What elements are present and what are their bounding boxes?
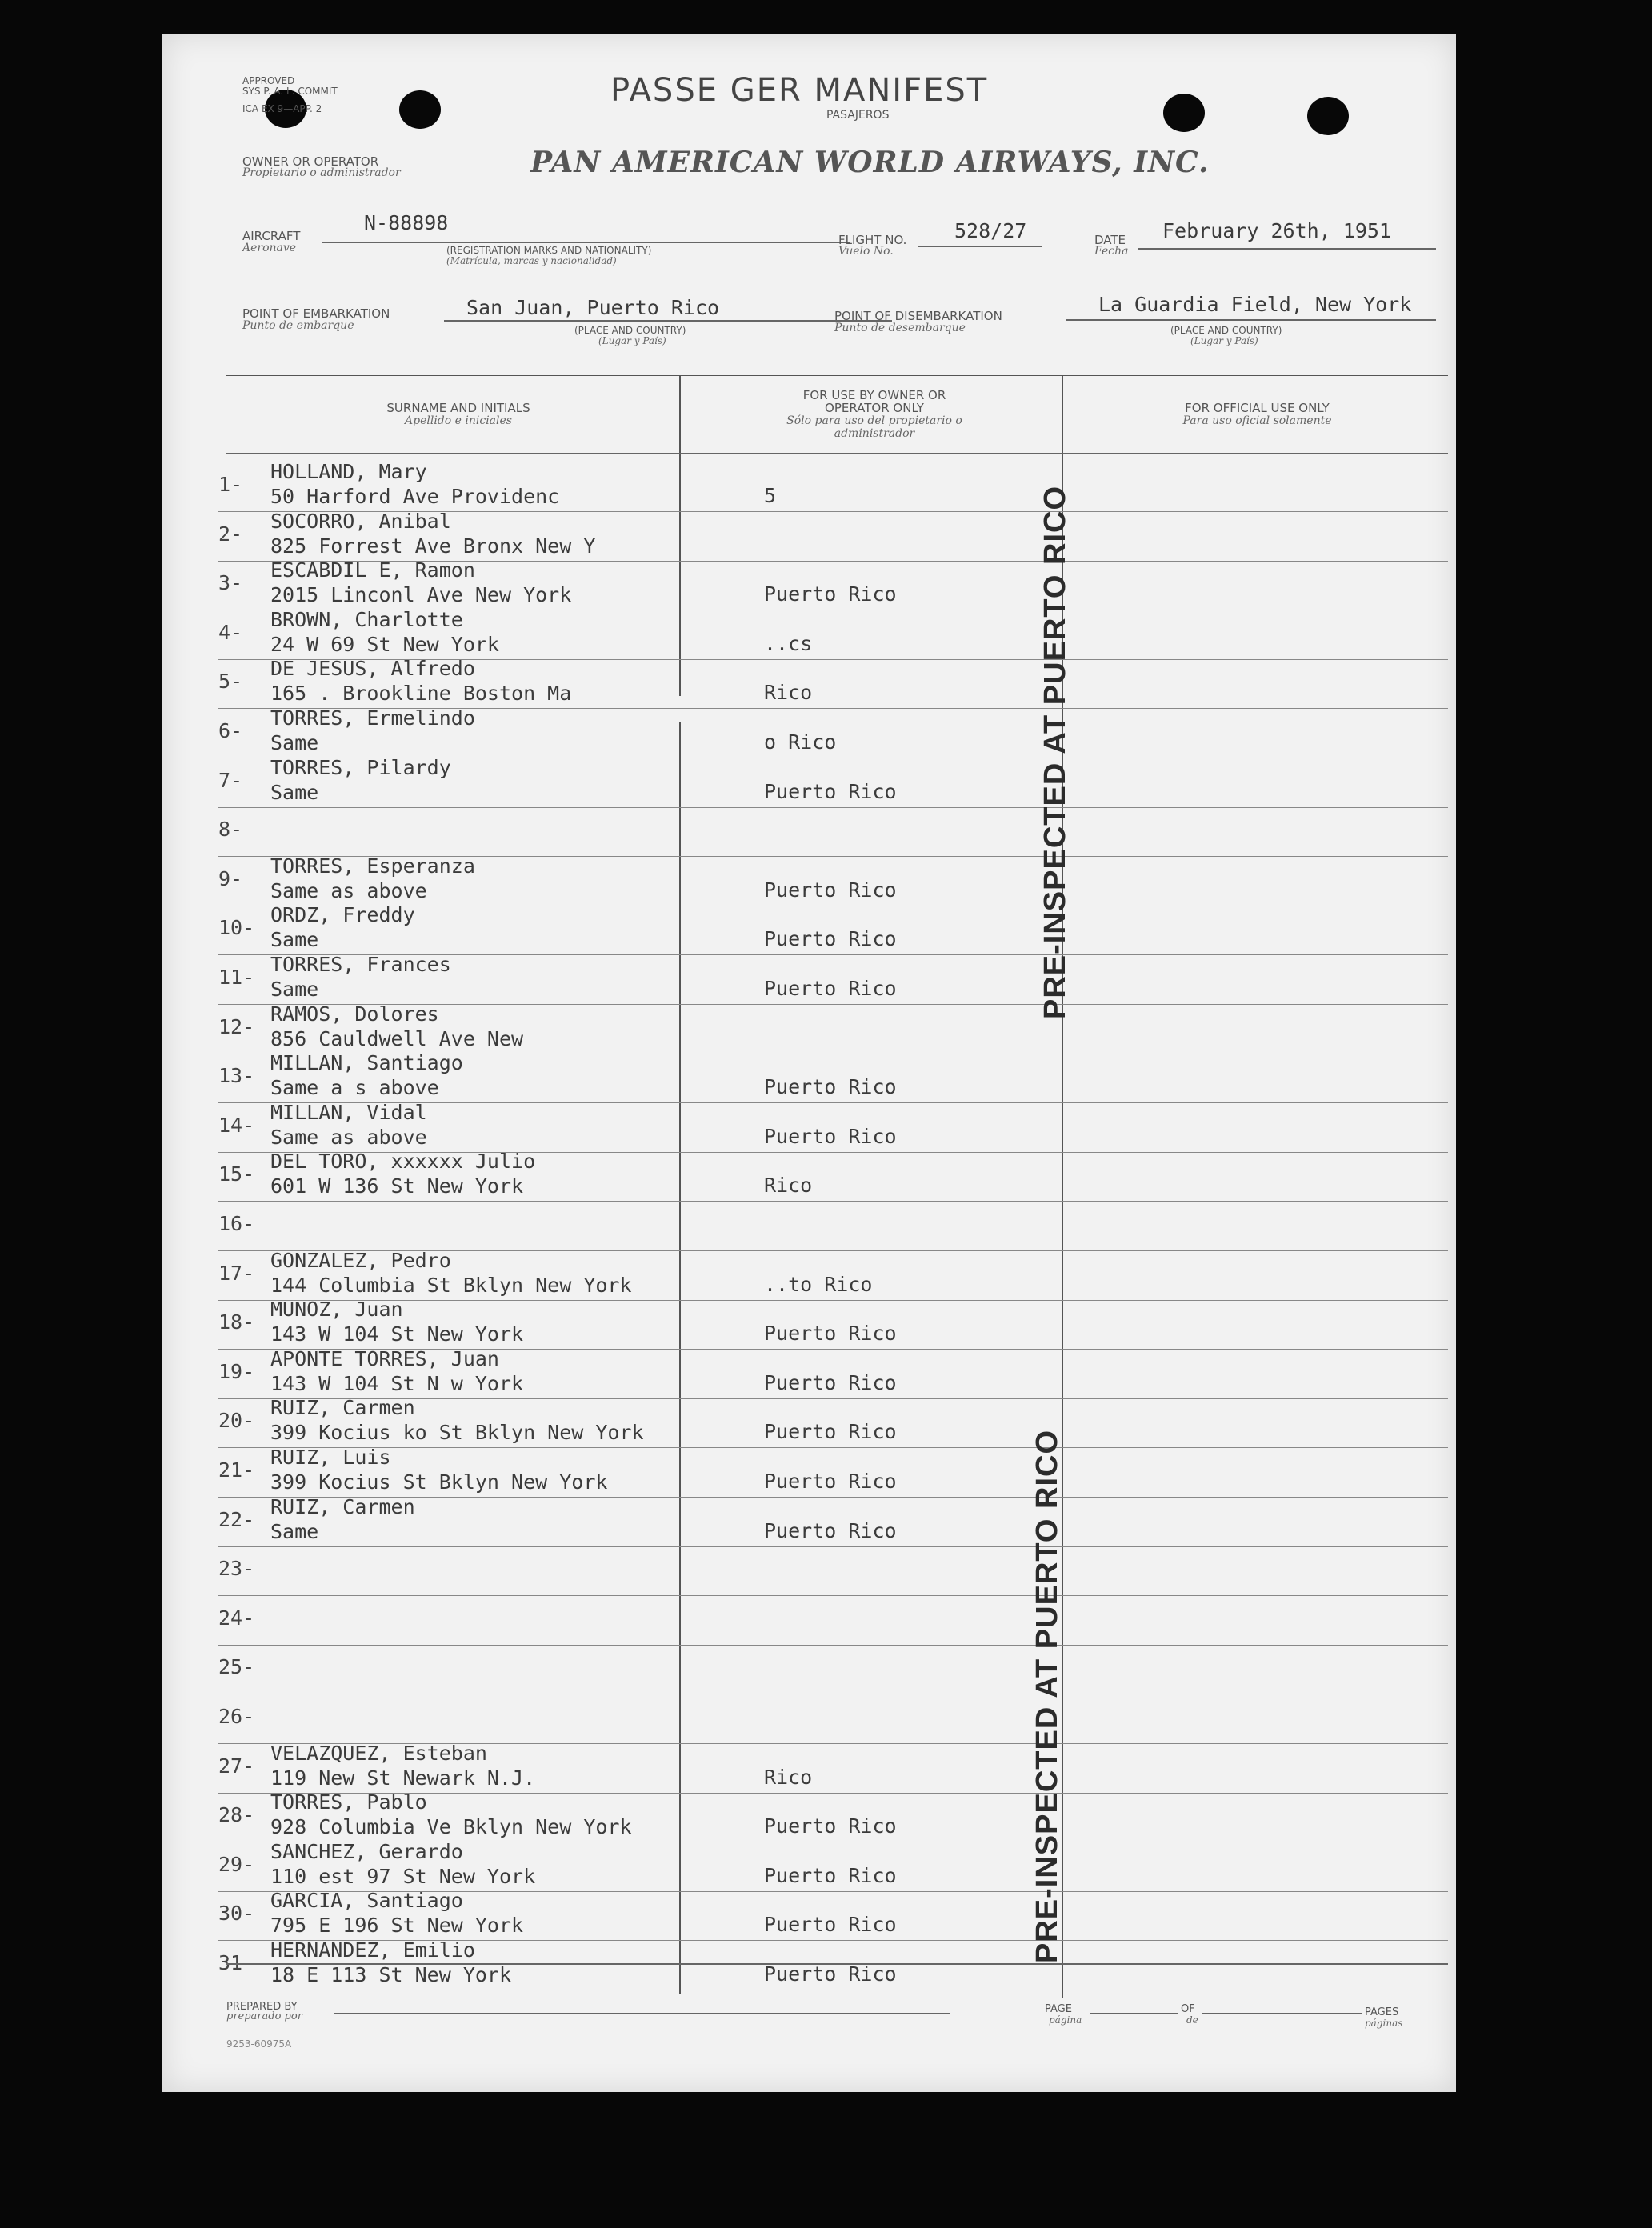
passenger-name: DE JESUS, Alfredo bbox=[270, 657, 475, 680]
date-label: DATE bbox=[1094, 233, 1126, 247]
passenger-name: RUIZ, Carmen bbox=[270, 1396, 415, 1419]
table-row bbox=[162, 903, 1456, 956]
table-row bbox=[162, 756, 1456, 809]
owner-label-es: Propietario o administrador bbox=[242, 166, 401, 179]
table-row bbox=[162, 1298, 1456, 1350]
passenger-address: Same a s above bbox=[270, 1076, 439, 1099]
table-row bbox=[162, 1249, 1456, 1302]
row-number: 25- bbox=[218, 1655, 255, 1678]
row-number: 2- bbox=[218, 522, 243, 546]
form-number: 9253-60975A bbox=[226, 2038, 292, 2050]
pages-label-es: páginas bbox=[1365, 2018, 1403, 2029]
row-number: 31- bbox=[218, 1951, 255, 1974]
header-bottom-rule bbox=[226, 453, 1448, 454]
operator-note: Puerto Rico bbox=[764, 1864, 897, 1887]
table-row bbox=[162, 1396, 1456, 1449]
passenger-name: HERNANDEZ, Emilio bbox=[270, 1938, 475, 1962]
passenger-address: 928 Columbia Ve Bklyn New York bbox=[270, 1815, 632, 1838]
row-number: 3- bbox=[218, 571, 243, 594]
operator-note: Puerto Rico bbox=[764, 1962, 897, 1986]
passenger-address: Same bbox=[270, 928, 319, 951]
passenger-address: 165 . Brookline Boston Ma bbox=[270, 682, 572, 705]
table-row bbox=[162, 953, 1456, 1006]
table-row bbox=[162, 1938, 1456, 1991]
row-number: 6- bbox=[218, 719, 243, 742]
flight-line bbox=[918, 246, 1042, 247]
row-number: 21- bbox=[218, 1458, 255, 1482]
passenger-address: 143 W 104 St New York bbox=[270, 1322, 524, 1346]
table-row bbox=[162, 1002, 1456, 1055]
passenger-name: GARCIA, Santiago bbox=[270, 1889, 463, 1912]
passenger-name: TORRES, Frances bbox=[270, 953, 451, 976]
passenger-name: GONZALEZ, Pedro bbox=[270, 1249, 451, 1272]
passenger-address: 399 Kocius St Bklyn New York bbox=[270, 1470, 608, 1494]
row-number: 9- bbox=[218, 867, 243, 890]
date-label-es: Fecha bbox=[1094, 245, 1129, 258]
passenger-address: 856 Cauldwell Ave New bbox=[270, 1027, 524, 1050]
passenger-name: RUIZ, Carmen bbox=[270, 1495, 415, 1518]
table-row bbox=[162, 706, 1456, 759]
row-number: 20- bbox=[218, 1409, 255, 1432]
operator-note: Puerto Rico bbox=[764, 1470, 897, 1493]
passenger-name: VELAZQUEZ, Esteban bbox=[270, 1742, 487, 1765]
row-number: 4- bbox=[218, 621, 243, 644]
row-number: 13- bbox=[218, 1064, 255, 1087]
disembarkation-value: La Guardia Field, New York bbox=[1098, 293, 1412, 316]
table-bottom-rule bbox=[226, 1963, 1448, 1965]
of-line bbox=[1202, 2013, 1362, 2014]
page-label-es: página bbox=[1049, 2014, 1082, 2026]
operator-note: Puerto Rico bbox=[764, 1814, 897, 1838]
operator-note: Puerto Rico bbox=[764, 1125, 897, 1148]
operator-note: o Rico bbox=[764, 730, 837, 754]
operator-note: Puerto Rico bbox=[764, 1371, 897, 1394]
aircraft-label-es: Aeronave bbox=[242, 242, 297, 254]
operator-note: 5 bbox=[764, 484, 777, 507]
passenger-name: DEL TORO, xxxxxx Julio bbox=[270, 1150, 536, 1173]
operator-note: Puerto Rico bbox=[764, 1322, 897, 1345]
inspection-stamp: PRE-INSPECTED AT PUERTO RICO bbox=[1030, 1429, 1064, 1963]
passenger-name: ESCABDIL E, Ramon bbox=[270, 558, 475, 582]
table-row bbox=[162, 1597, 1456, 1646]
passenger-name: SOCORRO, Anibal bbox=[270, 510, 451, 533]
passenger-address: 119 New St Newark N.J. bbox=[270, 1766, 536, 1790]
column-header-official: FOR OFFICIAL USE ONLY Para uso oficial solamente bbox=[1182, 401, 1332, 427]
registration-label-es: (Matrícula, marcas y nacionalidad) bbox=[446, 255, 617, 266]
table-top-rule bbox=[226, 374, 1448, 376]
table-row bbox=[162, 808, 1456, 858]
passenger-address: Same bbox=[270, 978, 319, 1001]
approved-line2: SYS P. A. L. COMMIT bbox=[242, 86, 338, 97]
operator-note: Rico bbox=[764, 681, 813, 704]
disembarkation-line bbox=[1066, 319, 1436, 321]
table-row bbox=[162, 1202, 1456, 1252]
table-row bbox=[162, 1840, 1456, 1893]
passenger-name: MILLAN, Santiago bbox=[270, 1051, 463, 1074]
row-number: 11- bbox=[218, 966, 255, 989]
operator-note: Puerto Rico bbox=[764, 927, 897, 950]
row-rule bbox=[218, 1201, 1448, 1202]
registration-label: (REGISTRATION MARKS AND NATIONALITY) bbox=[446, 245, 652, 256]
operator-note: Puerto Rico bbox=[764, 780, 897, 803]
passenger-address: 143 W 104 St N w York bbox=[270, 1372, 524, 1395]
passenger-address: 601 W 136 St New York bbox=[270, 1174, 524, 1198]
operator-note: Puerto Rico bbox=[764, 977, 897, 1000]
table-row bbox=[162, 1742, 1456, 1794]
passenger-name: TORRES, Pilardy bbox=[270, 756, 451, 779]
row-number: 7- bbox=[218, 769, 243, 792]
table-row bbox=[162, 1101, 1456, 1154]
row-number: 10- bbox=[218, 916, 255, 939]
operator-note: Puerto Rico bbox=[764, 1913, 897, 1936]
passenger-name: RUIZ, Luis bbox=[270, 1446, 391, 1469]
table-row bbox=[162, 1347, 1456, 1400]
table-row bbox=[162, 1790, 1456, 1843]
flight-value: 528/27 bbox=[954, 219, 1027, 242]
operator-note: ..cs bbox=[764, 632, 813, 655]
table-row bbox=[162, 1051, 1456, 1104]
row-number: 12- bbox=[218, 1015, 255, 1038]
embarkation-label-es: Punto de embarque bbox=[242, 319, 354, 332]
operator-note: Rico bbox=[764, 1174, 813, 1197]
owner-label: OWNER OR OPERATOR bbox=[242, 154, 379, 169]
column-header-name: SURNAME AND INITIALS Apellido e iniciales bbox=[386, 401, 530, 427]
aircraft-label: AIRCRAFT bbox=[242, 229, 301, 243]
manifest-sheet bbox=[162, 34, 1456, 2092]
row-number: 24- bbox=[218, 1606, 255, 1630]
embarkation-line bbox=[444, 320, 892, 322]
passenger-name: ORDZ, Freddy bbox=[270, 903, 415, 926]
disembarkation-label-es: Punto de desembarque bbox=[834, 322, 966, 334]
aircraft-line bbox=[322, 242, 850, 243]
prepared-by-label-es: preparado por bbox=[226, 2010, 302, 2022]
owner-name: PAN AMERICAN WORLD AIRWAYS, INC. bbox=[530, 146, 1210, 179]
inspection-stamp: PRE-INSPECTED AT PUERTO RICO bbox=[1038, 485, 1072, 1019]
row-number: 18- bbox=[218, 1310, 255, 1334]
prepared-by-line bbox=[334, 2013, 950, 2014]
of-label-es: de bbox=[1186, 2014, 1198, 2026]
passenger-address: 18 E 113 St New York bbox=[270, 1963, 512, 1986]
row-number: 5- bbox=[218, 670, 243, 693]
approved-label: APPROVED bbox=[242, 75, 295, 86]
passenger-address: 110 est 97 St New York bbox=[270, 1865, 536, 1888]
table-row bbox=[162, 1646, 1456, 1695]
embarkation-value: San Juan, Puerto Rico bbox=[466, 296, 720, 319]
row-number: 14- bbox=[218, 1114, 255, 1137]
operator-note: Puerto Rico bbox=[764, 1519, 897, 1542]
aircraft-value: N-88898 bbox=[364, 211, 449, 234]
passenger-address: 399 Kocius ko St Bklyn New York bbox=[270, 1421, 644, 1444]
table-row bbox=[162, 1547, 1456, 1597]
table-row bbox=[162, 1889, 1456, 1942]
passenger-address: Same bbox=[270, 731, 319, 754]
flight-label: FLIGHT NO. bbox=[838, 233, 907, 247]
row-number: 29- bbox=[218, 1853, 255, 1876]
prepared-by-label: PREPARED BY bbox=[226, 2001, 298, 2013]
row-number: 27- bbox=[218, 1754, 255, 1778]
operator-note: Puerto Rico bbox=[764, 1075, 897, 1098]
embark-place-label-es: (Lugar y País) bbox=[598, 335, 666, 346]
disembark-place-label: (PLACE AND COUNTRY) bbox=[1170, 325, 1282, 336]
passenger-name: TORRES, Pablo bbox=[270, 1790, 427, 1814]
passenger-address: 50 Harford Ave Providenc bbox=[270, 485, 560, 508]
passenger-address: Same as above bbox=[270, 879, 427, 902]
passenger-name: SANCHEZ, Gerardo bbox=[270, 1840, 463, 1863]
pages-label: PAGES bbox=[1365, 2006, 1399, 2018]
date-value: February 26th, 1951 bbox=[1162, 219, 1391, 242]
passenger-name: MILLAN, Vidal bbox=[270, 1101, 427, 1124]
row-number: 23- bbox=[218, 1557, 255, 1580]
row-number: 8- bbox=[218, 818, 243, 841]
table-row bbox=[162, 510, 1456, 562]
of-label: OF bbox=[1181, 2003, 1195, 2015]
date-line bbox=[1138, 248, 1436, 250]
approved-line3: ICA EX 9—APP. 2 bbox=[242, 103, 322, 114]
operator-note: Rico bbox=[764, 1766, 813, 1789]
table-row bbox=[162, 1446, 1456, 1498]
page-subtitle: PASAJEROS bbox=[826, 109, 890, 122]
passenger-address: Same bbox=[270, 781, 319, 804]
row-rule bbox=[218, 1447, 1448, 1448]
passenger-name: BROWN, Charlotte bbox=[270, 608, 463, 631]
page-line bbox=[1090, 2013, 1178, 2014]
column-header-operator: FOR USE BY OWNER OR OPERATOR ONLY Sólo para uso del propietario o administrador bbox=[786, 388, 962, 440]
passenger-address: 2015 Linconl Ave New York bbox=[270, 583, 572, 606]
passenger-address: 825 Forrest Ave Bronx New Y bbox=[270, 534, 596, 558]
table-row bbox=[162, 1695, 1456, 1745]
punch-hole bbox=[1307, 97, 1349, 135]
punch-hole bbox=[399, 90, 441, 129]
page-title: PASSE GER MANIFEST bbox=[610, 72, 989, 109]
table-row bbox=[162, 854, 1456, 907]
passenger-address: 144 Columbia St Bklyn New York bbox=[270, 1274, 632, 1297]
row-number: 15- bbox=[218, 1162, 255, 1186]
row-number: 19- bbox=[218, 1360, 255, 1383]
row-number: 30- bbox=[218, 1902, 255, 1925]
row-number: 17- bbox=[218, 1262, 255, 1285]
passenger-address: Same bbox=[270, 1520, 319, 1543]
punch-hole bbox=[1163, 94, 1205, 132]
disembarkation-label: POINT OF DISEMBARKATION bbox=[834, 309, 1002, 323]
operator-note: Puerto Rico bbox=[764, 582, 897, 606]
row-number: 1- bbox=[218, 473, 243, 496]
table-row bbox=[162, 460, 1456, 513]
embark-place-label: (PLACE AND COUNTRY) bbox=[574, 325, 686, 336]
embarkation-label: POINT OF EMBARKATION bbox=[242, 306, 390, 321]
passenger-name: TORRES, Esperanza bbox=[270, 854, 475, 878]
passenger-address: Same as above bbox=[270, 1126, 427, 1149]
row-number: 16- bbox=[218, 1212, 255, 1235]
row-rule bbox=[218, 1595, 1448, 1596]
flight-label-es: Vuelo No. bbox=[838, 245, 894, 258]
passenger-name: TORRES, Ermelindo bbox=[270, 706, 475, 730]
passenger-name: HOLLAND, Mary bbox=[270, 460, 427, 483]
table-row bbox=[162, 1495, 1456, 1548]
passenger-address: 795 E 196 St New York bbox=[270, 1914, 524, 1937]
passenger-name: MUNOZ, Juan bbox=[270, 1298, 403, 1321]
row-number: 26- bbox=[218, 1705, 255, 1728]
operator-note: ..to Rico bbox=[764, 1273, 873, 1296]
passenger-name: APONTE TORRES, Juan bbox=[270, 1347, 499, 1370]
passenger-name: RAMOS, Dolores bbox=[270, 1002, 439, 1026]
page-label: PAGE bbox=[1045, 2003, 1072, 2015]
table-row bbox=[162, 608, 1456, 661]
table-row bbox=[162, 1150, 1456, 1202]
row-number: 22- bbox=[218, 1508, 255, 1531]
disembark-place-label-es: (Lugar y País) bbox=[1190, 335, 1258, 346]
table-row bbox=[162, 657, 1456, 710]
row-number: 28- bbox=[218, 1803, 255, 1826]
table-row bbox=[162, 558, 1456, 611]
passenger-address: 24 W 69 St New York bbox=[270, 633, 499, 656]
operator-note: Puerto Rico bbox=[764, 1420, 897, 1443]
operator-note: Puerto Rico bbox=[764, 878, 897, 902]
